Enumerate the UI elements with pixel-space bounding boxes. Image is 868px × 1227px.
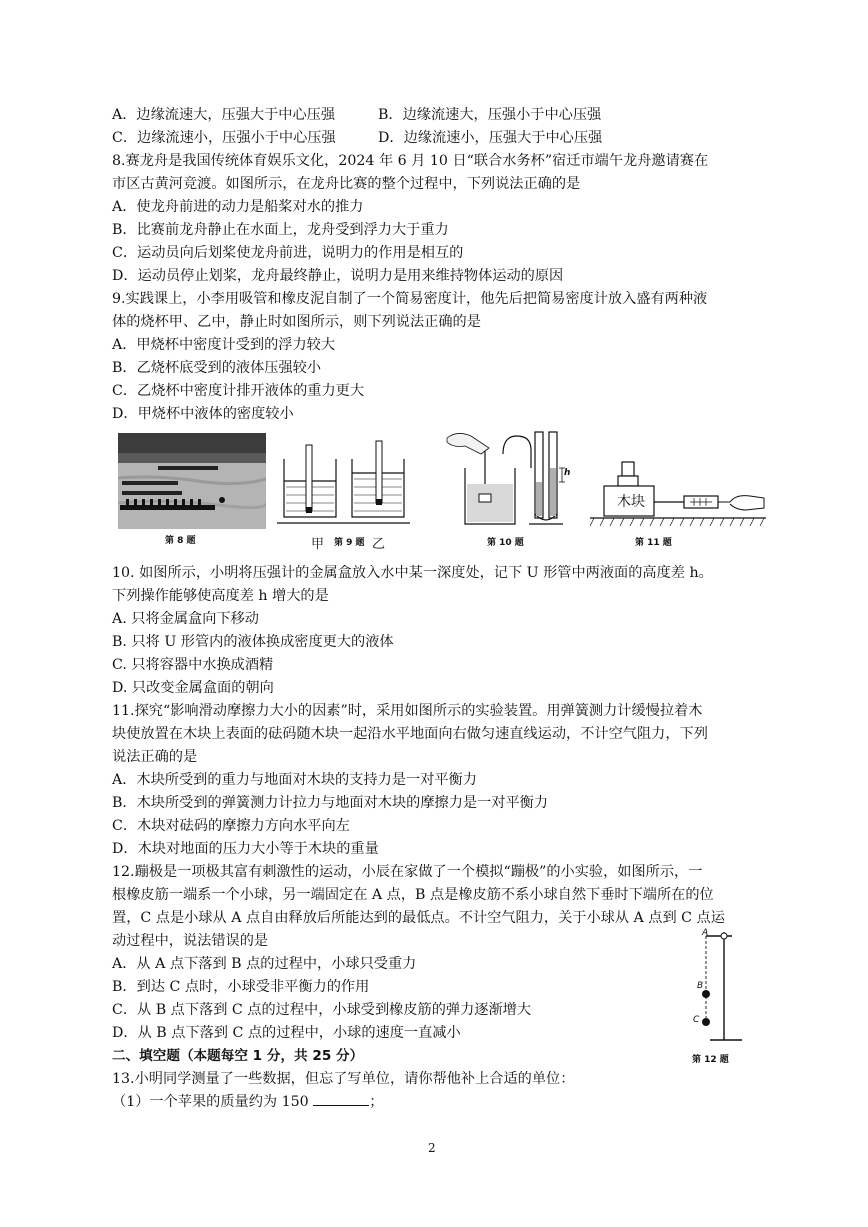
q8-option-c: C．运动员向后划桨使龙舟前进，说明力的作用是相互的 bbox=[112, 245, 464, 261]
q8-option-d: D．运动员停止划桨，龙舟最终静止，说明力是用来维持物体运动的原因 bbox=[112, 268, 564, 284]
q9-option-b: B．乙烧杯底受到的液体压强较小 bbox=[112, 360, 322, 376]
bungee-stand-diagram bbox=[680, 926, 750, 1046]
block-label: 木块 bbox=[617, 494, 645, 510]
q11-stem-2: 块使放置在木块上表面的砝码随木块一起沿水平地面向右做匀速直线运动，不计空气阻力，下列 bbox=[112, 726, 708, 742]
q10-option-c: C. 只将容器中水换成酒精 bbox=[112, 657, 274, 673]
point-c-label: C bbox=[693, 1015, 700, 1025]
dragon-boat-photo bbox=[118, 433, 266, 529]
fig11-caption: 第 11 题 bbox=[635, 538, 672, 548]
q10-stem-2: 下列操作能够使高度差 h 增大的是 bbox=[112, 588, 329, 604]
fig9-caption: 第 9 题 bbox=[334, 538, 365, 548]
q9-option-c: C．乙烧杯中密度计排开液体的重力更大 bbox=[112, 383, 365, 399]
pressure-gauge-diagram bbox=[445, 428, 575, 530]
q13-stem: 13.小明同学测量了一些数据，但忘了写单位，请你帮他补上合适的单位： bbox=[112, 1071, 575, 1087]
q10-option-a: A. 只将金属盒向下移动 bbox=[112, 611, 259, 627]
q10-option-b: B. 只将 U 形管内的液体换成密度更大的液体 bbox=[112, 634, 394, 650]
fig12-caption: 第 12 题 bbox=[692, 1055, 729, 1065]
page-number: 2 bbox=[428, 1141, 436, 1155]
q8-option-b: B．比赛前龙舟静止在水面上，龙舟受到浮力大于重力 bbox=[112, 222, 449, 238]
q11-option-d: D．木块对地面的压力大小等于木块的重量 bbox=[112, 841, 379, 857]
q12-option-a: A．从 A 点下落到 B 点的过程中，小球只受重力 bbox=[112, 956, 417, 972]
q11-option-a: A．木块所受到的重力与地面对木块的支持力是一对平衡力 bbox=[112, 772, 477, 788]
q7-option-a: A．边缘流速大，压强大于中心压强 bbox=[112, 107, 336, 123]
q7-option-d: D．边缘流速小，压强大于中心压强 bbox=[378, 130, 603, 146]
fig8-caption: 第 8 题 bbox=[165, 536, 196, 546]
q12-option-b: B．到达 C 点时，小球受非平衡力的作用 bbox=[112, 979, 370, 995]
q13-item-1-blank[interactable] bbox=[313, 1091, 369, 1106]
fig10-caption: 第 10 题 bbox=[487, 538, 524, 548]
point-b-label: B bbox=[697, 981, 704, 991]
q12-stem-2: 根橡皮筋一端系一个小球，另一端固定在 A 点，B 点是橡皮筋不系小球自然下垂时下端所在的位 bbox=[112, 887, 714, 903]
q8-stem-2: 市区古黄河竞渡。如图所示，在龙舟比赛的整个过程中，下列说法正确的是 bbox=[112, 176, 581, 192]
fig9-label-yi: 乙 bbox=[372, 537, 386, 552]
q13-item-1-text: （1）一个苹果的质量约为 150 bbox=[112, 1094, 309, 1110]
q12-option-c: C．从 B 点下落到 C 点的过程中，小球受到橡皮筋的弹力逐渐增大 bbox=[112, 1002, 532, 1018]
q9-stem-2: 体的烧杯甲、乙中，静止时如图所示，则下列说法正确的是 bbox=[112, 314, 481, 330]
q9-stem-1: 9.实践课上，小李用吸管和橡皮泥自制了一个简易密度计，他先后把简易密度计放入盛有两种液 bbox=[112, 291, 708, 307]
fig10-h-label: h bbox=[564, 468, 571, 478]
point-a-label: A bbox=[702, 928, 709, 938]
fig9-label-jia: 甲 bbox=[311, 537, 325, 552]
q11-option-c: C．木块对砝码的摩擦力方向水平向左 bbox=[112, 818, 350, 834]
q13-item-1 bbox=[112, 1091, 383, 1113]
q11-option-b: B．木块所受到的弹簧测力计拉力与地面对木块的摩擦力是一对平衡力 bbox=[112, 795, 549, 811]
density-meter-diagram bbox=[272, 437, 412, 527]
q13-item-1-end: ； bbox=[369, 1094, 384, 1110]
q8-stem-1: 8.赛龙舟是我国传统体育娱乐文化，2024 年 6 月 10 日“联合水务杯”宿迁市端午龙舟邀请赛在 bbox=[112, 153, 709, 169]
q7-option-b: B．边缘流速大，压强小于中心压强 bbox=[378, 107, 602, 123]
q10-stem-1: 10. 如图所示，小明将压强计的金属盒放入水中某一深度处，记下 U 形管中两液面的高度差 h。 bbox=[112, 565, 713, 581]
q11-stem-1: 11.探究“影响滑动摩擦力大小的因素”时，采用如图所示的实验装置。用弹簧测力计缓慢拉着木 bbox=[112, 703, 703, 719]
q7-option-c: C．边缘流速小，压强小于中心压强 bbox=[112, 130, 336, 146]
q8-option-a: A．使龙舟前进的动力是船桨对水的推力 bbox=[112, 199, 364, 215]
q9-option-d: D．甲烧杯中液体的密度较小 bbox=[112, 406, 294, 422]
q12-stem-1: 12.蹦极是一项极其富有刺激性的运动，小辰在家做了一个模拟“蹦极”的小实验，如图所示，一 bbox=[112, 864, 703, 880]
q9-option-a: A．甲烧杯中密度计受到的浮力较大 bbox=[112, 337, 336, 353]
q10-option-d: D. 只改变金属盒面的朝向 bbox=[112, 680, 274, 696]
q11-stem-3: 说法正确的是 bbox=[112, 749, 198, 765]
q12-stem-4: 动过程中，说法错误的是 bbox=[112, 933, 269, 949]
q12-stem-3: 置，C 点是小球从 A 点自由释放后所能达到的最低点。不计空气阻力，关于小球从 A 点到 C 点运 bbox=[112, 910, 725, 926]
q12-option-d: D．从 B 点下落到 C 点的过程中，小球的速度一直减小 bbox=[112, 1025, 461, 1041]
section-2-heading: 二、填空题（本题每空 1 分，共 25 分） bbox=[112, 1048, 364, 1064]
